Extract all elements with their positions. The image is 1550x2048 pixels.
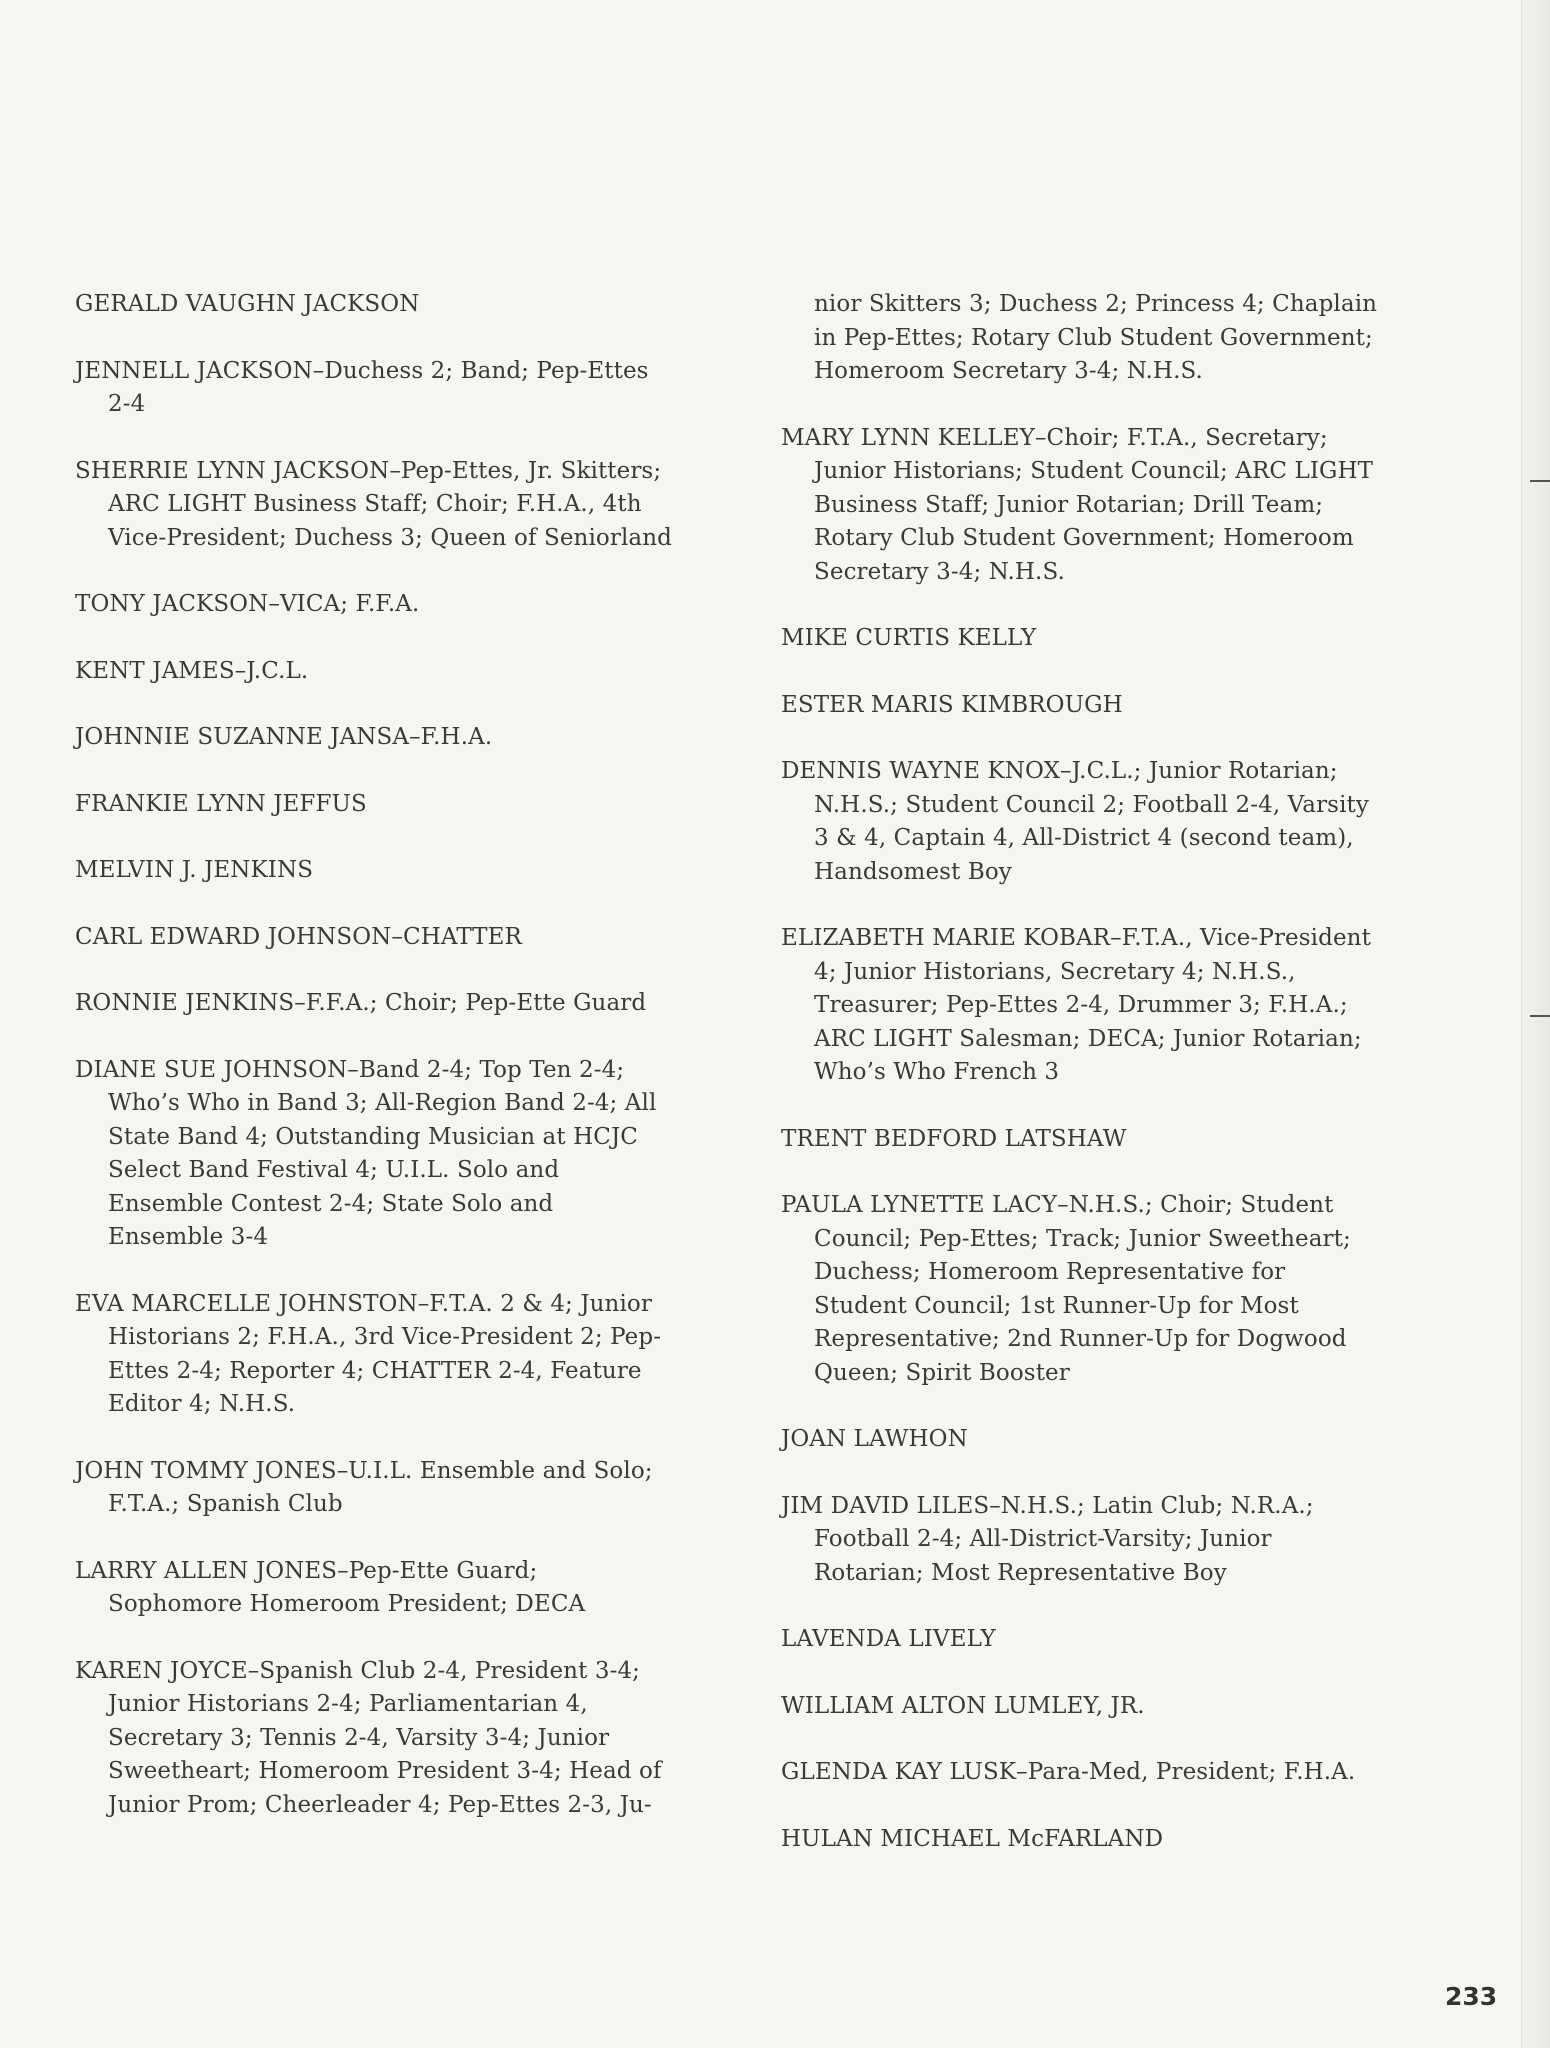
senior-entry: JOAN LAWHON [781,1426,968,1452]
senior-entry-continued: nior Skitters 3; Duchess 2; Princess 4; Chaplain in Pep-Ettes; Rotary Club Student Government; Homeroom Secretary 3-4; N.H.S. [814,291,1378,384]
senior-entry: DENNIS WAYNE KNOX–J.C.L.; Junior Rotarian; N.H.S.; Student Council 2; Football 2-4, Varsity 3 & 4, Captain 4, All-District 4 (second team), Handsomest Boy [781,758,1369,885]
senior-entry: GLENDA KAY LUSK–Para-Med, President; F.H.A. [781,1759,1356,1785]
senior-entry: WILLIAM ALTON LUMLEY, JR. [781,1692,1145,1719]
senior-entry: TONY JACKSON–VICA; F.F.A. [75,591,420,617]
senior-entry: KAREN JOYCE–Spanish Club 2-4, President 3-4; Junior Historians 2-4; Parliamentarian 4, Secretary 3; Tennis 2-4, Varsity 3-4; Junior Sweetheart; Homeroom President 3-4; Head of Junior Prom; Cheerleader 4; Pep-Ettes 2-3, Ju- [75,1657,662,1818]
edge-mark [1530,1015,1550,1017]
senior-entry: FRANKIE LYNN JEFFUS [75,790,367,817]
page-edge [1521,0,1550,2048]
senior-entry: DIANE SUE JOHNSON–Band 2-4; Top Ten 2-4; Who’s Who in Band 3; All-Region Band 2-4; All State Band 4; Outstanding Musician at HCJC Select Band Festival 4; U.I.L. Solo and Ensemble Contest 2-4; State Solo and Ensemble 3-4 [75,1056,657,1250]
senior-entry: JIM DAVID LILES–N.H.S.; Latin Club; N.R.A.; Football 2-4; All-District-Varsity; Junior Rotarian; Most Representative Boy [781,1492,1314,1586]
senior-entry: TRENT BEDFORD LATSHAW [781,1125,1127,1152]
senior-entry: PAULA LYNETTE LACY–N.H.S.; Choir; Student Council; Pep-Ettes; Track; Junior Sweetheart; Duchess; Homeroom Representative for Student Council; 1st Runner-Up for Most Representative; 2nd Runner-Up for Dogwood Queen; Spirit Booster [781,1192,1351,1386]
senior-entry: KENT JAMES–J.C.L. [75,657,309,684]
senior-entry: ELIZABETH MARIE KOBAR–F.T.A., Vice-President 4; Junior Historians, Secretary 4; N.H.S., Treasurer; Pep-Ettes 2-4, Drummer 3; F.H.A.; ARC LIGHT Salesman; DECA; Junior Rotarian; Who’s Who French 3 [781,925,1371,1085]
senior-entry: RONNIE JENKINS–F.F.A.; Choir; Pep-Ette Guard [75,990,647,1016]
senior-entry: JENNELL JACKSON–Duchess 2; Band; Pep-Ettes 2-4 [75,357,649,417]
senior-entry: CARL EDWARD JOHNSON–CHATTER [75,923,522,950]
senior-entry: EVA MARCELLE JOHNSTON–F.T.A. 2 & 4; Junior Historians 2; F.H.A., 3rd Vice-President 2; Pep-Ettes 2-4; Reporter 4; CHATTER 2-4, Feature Editor 4; N.H.S. [75,1290,662,1417]
senior-entry: ESTER MARIS KIMBROUGH [781,691,1123,718]
senior-entry: JOHN TOMMY JONES–U.I.L. Ensemble and Solo; F.T.A.; Spanish Club [75,1457,653,1517]
page-number: 233 [1445,1982,1498,2011]
senior-entry: HULAN MICHAEL McFARLAND [781,1825,1164,1852]
senior-entry: MIKE CURTIS KELLY [781,625,1037,651]
senior-entry: JOHNNIE SUZANNE JANSA–F.H.A. [75,724,493,750]
senior-entry: LARRY ALLEN JONES–Pep-Ette Guard; Sophomore Homeroom President; DECA [75,1557,586,1617]
right-column [781,288,1381,1856]
edge-mark [1530,480,1550,482]
senior-entry: MELVIN J. JENKINS [75,857,314,883]
senior-entry: LAVENDA LIVELY [781,1626,996,1652]
senior-entry: GERALD VAUGHN JACKSON [75,291,420,317]
senior-entry: MARY LYNN KELLEY–Choir; F.T.A., Secretary; Junior Historians; Student Council; ARC LIGHT Business Staff; Junior Rotarian; Drill Team; Rotary Club Student Government; Homeroom Secretary 3-4; N.H.S. [781,424,1374,585]
left-column [75,288,675,1822]
senior-entry: SHERRIE LYNN JACKSON–Pep-Ettes, Jr. Skitters; ARC LIGHT Business Staff; Choir; F.H.A., 4th Vice-President; Duchess 3; Queen of Seniorland [75,457,672,551]
